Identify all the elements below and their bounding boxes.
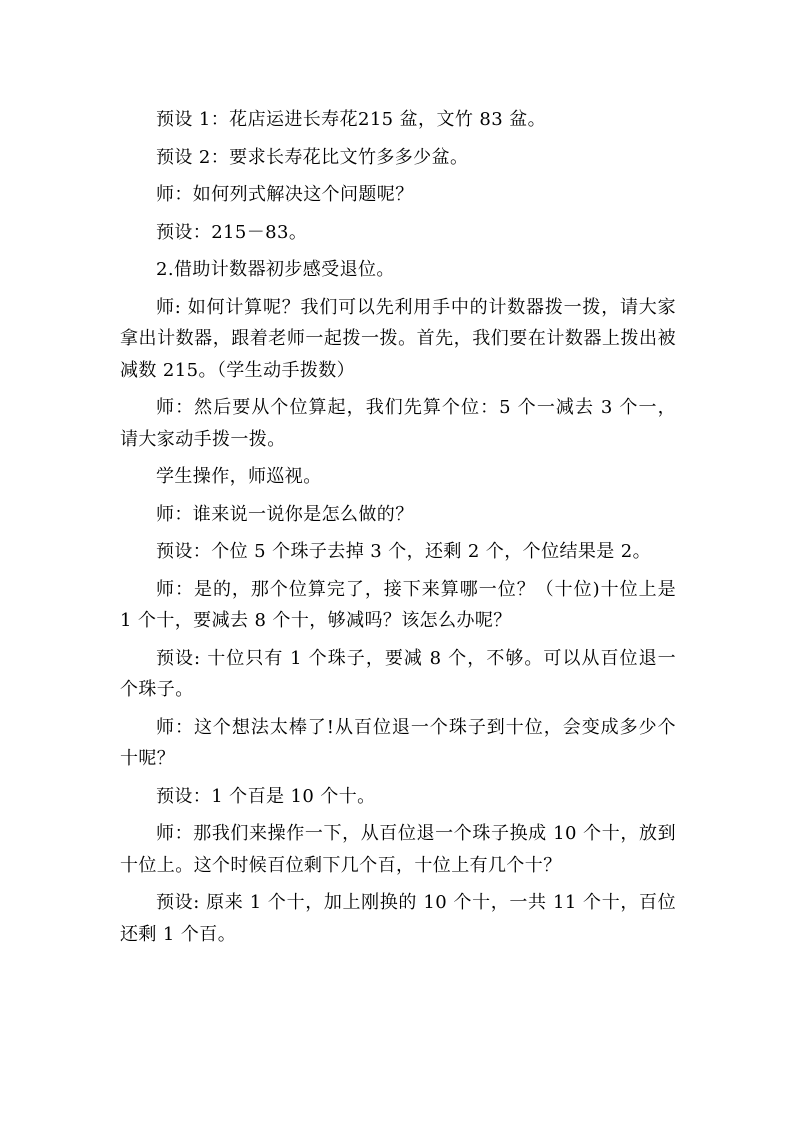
document-body xyxy=(120,104,676,956)
paragraph-teacher-praise: 师：这个想法太棒了!从百位退一个珠子到十位，会变成多少个十呢？ xyxy=(120,716,676,769)
paragraph-preset-total-tens: 预设: 原来 1 个十，加上刚换的 10 个十，一共 11 个十，百位还剩 1 个百。 xyxy=(120,892,676,945)
paragraph-preset-borrow: 预设: 十位只有 1 个珠子，要减 8 个，不够。可以从百位退一个珠子。 xyxy=(120,647,676,700)
paragraph-teacher-operate: 师：那我们来操作一下，从百位退一个珠子换成 10 个十，放到十位上。这个时候百位剩下几个百，十位上有几个十？ xyxy=(120,823,676,876)
paragraph-preset-2: 预设 2：要求长寿花比文竹多多少盆。 xyxy=(156,146,469,168)
paragraph-preset-1: 预设 1：花店运进长寿花215 盆，文竹 83 盆。 xyxy=(156,109,546,130)
paragraph-preset-ones-result: 预设：个位 5 个珠子去掉 3 个，还剩 2 个，个位结果是 2。 xyxy=(156,541,652,562)
paragraph-teacher-counter-intro: 师: 如何计算呢？我们可以先利用手中的计数器拨一拨，请大家拿出计数器，跟着老师一起拨一拨。首先，我们要在计数器上拨出被减数 215。（学生动手拨数） xyxy=(120,296,676,381)
paragraph-student-operation: 学生操作，师巡视。 xyxy=(156,466,322,487)
paragraph-teacher-ask-explain: 师：谁来说一说你是怎么做的？ xyxy=(156,503,414,525)
paragraph-teacher-ones-place: 师：然后要从个位算起，我们先算个位：5 个一减去 3 个一，请大家动手拨一拨。 xyxy=(120,397,676,450)
paragraph-teacher-tens-place: 师：是的，那个位算完了，接下来算哪一位？（十位)十位上是 1 个十，要减去 8 个十，够减吗？该怎么办呢？ xyxy=(120,578,676,631)
paragraph-preset-hundred-equals: 预设：1 个百是 10 个十。 xyxy=(156,785,376,807)
section-heading-counter: 2.借助计数器初步感受退位。 xyxy=(156,259,395,280)
paragraph-preset-expression: 预设：215－83。 xyxy=(156,221,308,243)
paragraph-teacher-question: 师：如何列式解决这个问题呢？ xyxy=(156,184,414,205)
